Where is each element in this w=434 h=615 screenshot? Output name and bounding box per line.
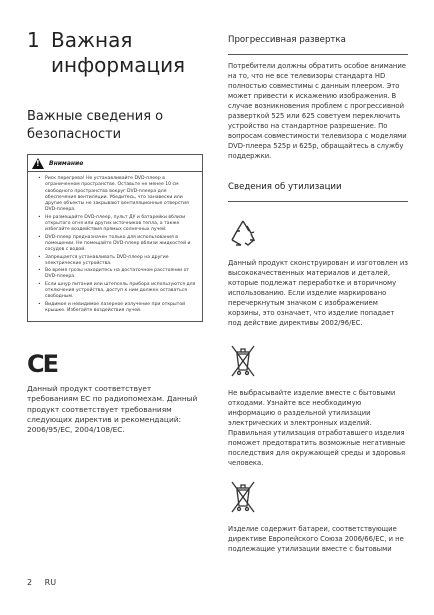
divider — [228, 54, 408, 55]
chapter-title-line1: Важная — [51, 28, 133, 52]
progressive-text: Потребители должны обратить особое внимание на то, что не все телевизоры стандарта HD полностью совместимы с данным плеером. Это может привести к искажению изображения. В случае возникновения проблем с прогрессивной разверткой 525 или 625 советуем переключить устройство на стандартное разрешение. По вопросам совместимости телевизора с моделями DVD-плеера 525p и 625p, обращайтесь в службу поддержки. — [228, 62, 407, 160]
chapter-title — [51, 28, 185, 78]
disposal-title: Сведения об утилизации — [228, 182, 342, 192]
disposal-text-1: Данный продукт сконструирован и изготовлен из высококачественных материалов и деталей, которые подлежат переработке и вторичному использованию. Если изделие маркировано перечеркнутым значком с изображением корзины, это означает, что изделие попадает под действие директивы 2002/96/EC. — [228, 259, 408, 327]
warning-item: • Запрещается устанавливать DVD-плеер на другие электрические устройства. — [38, 255, 198, 268]
warning-header — [28, 155, 202, 172]
chapter-title-line2: информация — [51, 53, 186, 77]
chapter-heading — [27, 28, 203, 78]
safety-title-line1: Важные сведения о — [27, 109, 164, 124]
language-code: RU — [44, 578, 57, 587]
warning-item: • DVD-плеер предназначен только для использования в помещении. Не помещайте DVD-плеер вблизи жидкостей и сосудов с водой. — [38, 235, 198, 254]
warning-label: Внимание — [49, 159, 84, 167]
warning-item: • Не размещайте DVD-плеер, пульт ДУ и батарейки вблизи открытого огня или других источников тепла, а также избегайте воздействия прямых солнечных лучей. — [38, 215, 198, 234]
divider — [228, 201, 408, 202]
crossed-bin-icon — [228, 342, 258, 380]
safety-title-line2: безопасности — [27, 127, 122, 142]
ce-mark-icon: CE — [27, 350, 58, 379]
ce-text: Данный продукт соответствует требованиям ЕС по радиопомехам. Данный продукт соответствует требованиям следующих директив и рекомендаций: 2006/95/EC, 2004/108/EC. — [27, 384, 198, 435]
warning-item: • Видимое и невидимое лазерное излучение при открытой крышке. Избегайте воздействия лучей. — [38, 302, 198, 315]
page-number: 2 — [27, 578, 33, 587]
crossed-bin-icon — [228, 478, 258, 516]
disposal-text-2: Не выбрасывайте изделие вместе с бытовыми отходами. Узнайте все необходимую информацию о раздельной утилизации электрических и электронных изделий. Правильная утилизация отработавшего изделия поможет предотвратить возможные негативные последствия для окружающей среды и здоровья человека. — [228, 389, 406, 467]
warning-item: • Во время грозы находитесь на достаточном расстоянии от DVD-плеера. — [38, 268, 198, 281]
recycle-icon — [228, 218, 258, 248]
disposal-text-3: Изделие содержит батареи, соответствующие директиве Европейского Союза 2006/66/EC, и не подлежащие утилизации вместе с бытовыми — [228, 525, 404, 553]
warning-item: • Риск перегрева! Не устанавливайте DVD-плеер в ограниченном пространстве. Оставьте не менее 10 см свободного пространства вокруг DVD-плеера для обеспечения вентиляции. Убедитесь, что занавески или другие объекты не закрывают вентиляционные отверстия DVD-плеера. — [38, 176, 198, 214]
progressive-title: Прогрессивная развертка — [228, 35, 346, 45]
left-column — [27, 28, 203, 435]
warning-box — [27, 154, 203, 322]
warning-triangle-icon — [32, 158, 44, 169]
safety-title — [27, 108, 203, 144]
right-column — [228, 34, 408, 554]
chapter-number: 1 — [27, 28, 40, 52]
warning-item: • Если шнур питания или штепсель прибора используются для отключения устройства, доступ к ним должен оставаться свободным. — [38, 282, 198, 301]
warning-list — [38, 176, 198, 314]
page-footer — [27, 578, 66, 587]
